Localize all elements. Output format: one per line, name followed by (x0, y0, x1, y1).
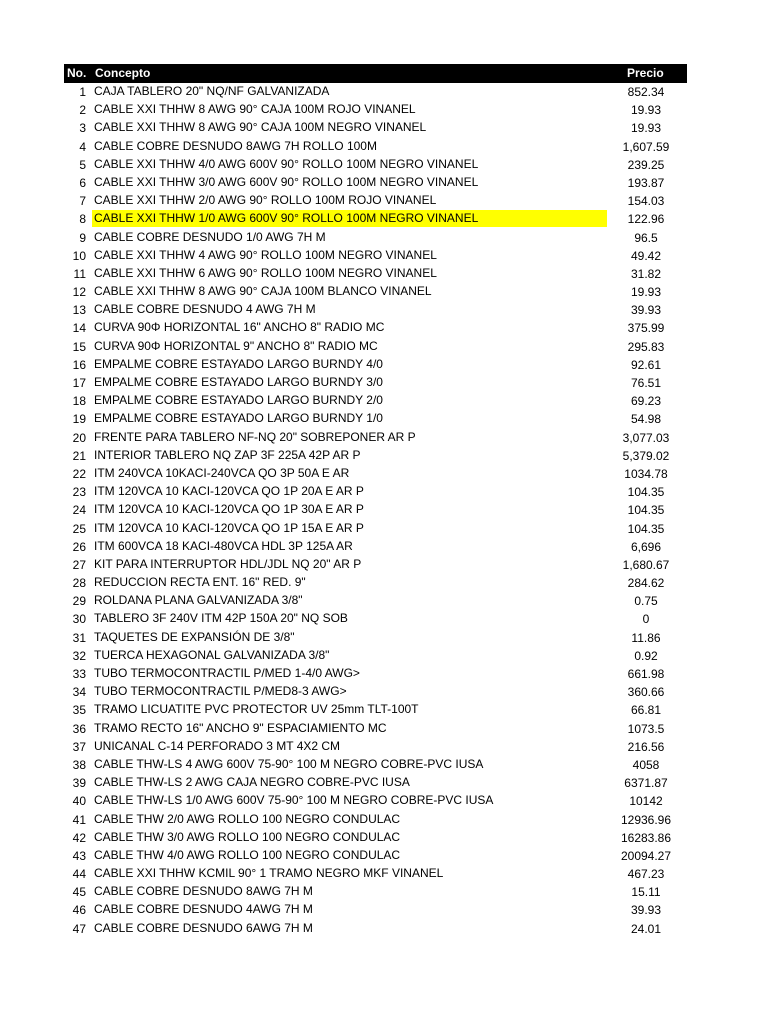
row-number: 27 (72, 557, 86, 572)
row-precio: 76.51 (630, 376, 662, 390)
row-precio: 122.96 (627, 212, 665, 227)
row-number: 5 (79, 157, 86, 172)
row-number: 36 (72, 721, 86, 736)
row-precio: 49.42 (630, 248, 662, 263)
row-number: 39 (72, 776, 86, 791)
row-number: 43 (72, 848, 86, 863)
row-number: 4 (79, 139, 86, 154)
row-concepto: CABLE XXI THHW 1/0 AWG 600V 90° ROLLO 100M NEGRO VINANEL (92, 210, 607, 227)
row-concepto: ITM 120VCA 10 KACI-120VCA QO 1P 15A E AR P (94, 520, 364, 535)
table-row (64, 210, 687, 228)
row-precio: 1073.5 (627, 721, 665, 736)
row-number: 26 (72, 539, 86, 554)
table-row (64, 465, 687, 483)
row-precio: 852.34 (627, 85, 665, 99)
row-precio: 375.99 (627, 321, 665, 336)
row-precio: 39.93 (630, 303, 662, 318)
row-number: 25 (72, 521, 86, 536)
table-row (64, 811, 687, 829)
table-row (64, 483, 687, 501)
table-row (64, 538, 687, 556)
row-concepto: CABLE THW 3/0 AWG ROLLO 100 NEGRO CONDULAC (94, 829, 401, 844)
table-row (64, 665, 687, 683)
table-row (64, 83, 687, 101)
row-concepto: CABLE COBRE DESNUDO 4AWG 7H M (94, 902, 313, 917)
table-row (64, 829, 687, 847)
table-row (64, 847, 687, 865)
row-number: 38 (72, 757, 86, 772)
row-number: 20 (72, 430, 86, 445)
row-number: 7 (79, 194, 86, 209)
table-row (64, 283, 687, 301)
row-number: 3 (79, 121, 86, 136)
row-concepto: INTERIOR TABLERO NQ ZAP 3F 225A 42P AR P (94, 447, 361, 462)
row-precio: 360.66 (627, 685, 665, 700)
row-number: 35 (72, 703, 86, 718)
row-number: 13 (72, 303, 86, 318)
table-row (64, 447, 687, 465)
table-row (64, 265, 687, 283)
table-row (64, 774, 687, 792)
table-row (64, 556, 687, 574)
row-number: 10 (72, 248, 86, 263)
table-row (64, 138, 687, 156)
row-concepto: CABLE COBRE DESNUDO 4 AWG 7H M (94, 302, 316, 317)
row-precio: 3,077.03 (622, 430, 670, 445)
row-concepto: CABLE XXI THHW 8 AWG 90° CAJA 100M ROJO VINANEL (94, 102, 416, 117)
row-number: 33 (72, 667, 86, 681)
row-concepto: CABLE XXI THHW 4/0 AWG 600V 90° ROLLO 100M NEGRO VINANEL (94, 156, 479, 171)
row-precio: 467.23 (627, 867, 665, 882)
row-concepto: TABLERO 3F 240V ITM 42P 150A 20" NQ SOB (94, 611, 348, 626)
row-concepto: CURVA 90Φ HORIZONTAL 9" ANCHO 8" RADIO MC (94, 338, 378, 353)
row-concepto: TUBO TERMOCONTRACTIL P/MED 1-4/0 AWG> (94, 666, 360, 680)
row-concepto: ITM 240VCA 10KACI-240VCA QO 3P 50A E AR (94, 465, 350, 480)
table-row (64, 101, 687, 119)
table-row (64, 501, 687, 519)
table-row (64, 592, 687, 610)
row-precio: 19.93 (630, 285, 662, 300)
row-precio: 19.93 (630, 103, 662, 118)
row-concepto: EMPALME COBRE ESTAYADO LARGO BURNDY 1/0 (94, 411, 383, 426)
row-number: 18 (72, 394, 86, 409)
table-row (64, 920, 687, 938)
row-precio: 69.23 (630, 394, 662, 409)
table-row (64, 756, 687, 774)
row-precio: 295.83 (627, 339, 665, 354)
row-number: 21 (72, 448, 86, 463)
row-number: 17 (72, 376, 86, 390)
table-row (64, 392, 687, 410)
row-precio: 104.35 (627, 485, 665, 500)
row-number: 23 (72, 485, 86, 500)
row-concepto: ITM 120VCA 10 KACI-120VCA QO 1P 20A E AR P (94, 484, 364, 499)
table-row (64, 429, 687, 447)
row-precio: 104.35 (627, 521, 665, 536)
row-concepto: CABLE THW 4/0 AWG ROLLO 100 NEGRO CONDULAC (94, 847, 401, 862)
table-row (64, 865, 687, 883)
row-precio: 0 (642, 612, 650, 627)
row-concepto: ITM 120VCA 10 KACI-120VCA QO 1P 30A E AR P (94, 502, 364, 517)
row-number: 15 (72, 339, 86, 354)
row-number: 32 (72, 648, 86, 663)
row-precio: 19.93 (630, 121, 662, 136)
table-row (64, 610, 687, 628)
row-precio: 154.03 (627, 194, 665, 209)
table-row (64, 720, 687, 738)
row-number: 42 (72, 830, 86, 845)
row-number: 14 (72, 321, 86, 336)
row-concepto: EMPALME COBRE ESTAYADO LARGO BURNDY 3/0 (94, 375, 383, 389)
header-concepto: Concepto (95, 66, 151, 80)
row-concepto: TRAMO LICUATITE PVC PROTECTOR UV 25mm TLT-100T (94, 702, 419, 717)
table-row (64, 683, 687, 701)
table-row (64, 520, 687, 538)
row-precio: 96.5 (634, 230, 658, 245)
row-number: 34 (72, 685, 86, 700)
row-concepto: TRAMO RECTO 16" ANCHO 9" ESPACIAMIENTO MC (94, 720, 387, 735)
row-number: 31 (72, 630, 86, 645)
row-concepto: FRENTE PARA TABLERO NF-NQ 20" SOBREPONER AR P (94, 429, 416, 444)
price-table (64, 64, 687, 938)
row-precio: 12936.96 (620, 812, 672, 827)
row-precio: 6,696 (630, 539, 662, 554)
row-concepto: CABLE XXI THHW 3/0 AWG 600V 90° ROLLO 100M NEGRO VINANEL (94, 174, 479, 189)
row-precio: 92.61 (630, 357, 662, 372)
row-precio: 24.01 (630, 921, 662, 936)
row-number: 16 (72, 357, 86, 372)
row-concepto: CABLE COBRE DESNUDO 8AWG 7H ROLLO 100M (94, 138, 377, 153)
table-row (64, 629, 687, 647)
row-precio: 1,607.59 (622, 139, 670, 154)
row-concepto: TUBO TERMOCONTRACTIL P/MED8-3 AWG> (94, 684, 347, 699)
row-precio: 11.86 (631, 630, 661, 645)
table-row (64, 192, 687, 210)
row-precio: 661.98 (627, 667, 665, 681)
row-number: 28 (72, 576, 86, 591)
row-concepto: CABLE THW 2/0 AWG ROLLO 100 NEGRO CONDULAC (94, 811, 401, 826)
table-row (64, 701, 687, 719)
row-precio: 104.35 (627, 503, 665, 518)
table-row (64, 410, 687, 428)
table-row (64, 301, 687, 319)
table-row (64, 229, 687, 247)
row-concepto: EMPALME COBRE ESTAYADO LARGO BURNDY 2/0 (94, 393, 383, 408)
row-precio: 39.93 (630, 903, 662, 918)
table-row (64, 247, 687, 265)
row-concepto: EMPALME COBRE ESTAYADO LARGO BURNDY 4/0 (94, 356, 383, 371)
row-precio: 15.11 (631, 885, 661, 900)
row-precio: 0.75 (634, 594, 658, 609)
row-precio: 4058 (632, 757, 660, 772)
row-number: 6 (79, 175, 86, 190)
row-concepto: CABLE XXI THHW 6 AWG 90° ROLLO 100M NEGRO VINANEL (94, 265, 437, 280)
row-precio: 54.98 (630, 412, 662, 427)
row-precio: 1,680.67 (622, 557, 670, 572)
table-row (64, 374, 687, 392)
row-number: 24 (72, 503, 86, 518)
row-number: 44 (72, 867, 86, 882)
row-precio: 20094.27 (620, 848, 672, 863)
row-number: 1 (79, 85, 86, 99)
table-row (64, 738, 687, 756)
row-concepto: CABLE XXI THHW KCMIL 90° 1 TRAMO NEGRO MKF VINANEL (94, 866, 444, 881)
row-number: 41 (72, 812, 86, 827)
row-concepto: REDUCCION RECTA ENT. 16" RED. 9" (94, 575, 306, 590)
table-row (64, 901, 687, 919)
row-concepto: CABLE XXI THHW 2/0 AWG 90° ROLLO 100M ROJO VINANEL (94, 193, 437, 208)
row-number: 11 (73, 266, 86, 281)
header-precio: Precio (627, 66, 664, 80)
row-precio: 10142 (629, 794, 663, 809)
row-precio: 16283.86 (620, 830, 672, 845)
row-precio: 31.82 (630, 266, 662, 281)
row-concepto: CABLE THW-LS 4 AWG 600V 75-90° 100 M NEGRO COBRE-PVC IUSA (94, 756, 484, 771)
row-precio: 5,379.02 (622, 448, 670, 463)
row-number: 22 (72, 466, 86, 481)
table-row (64, 119, 687, 137)
row-number: 29 (72, 594, 86, 609)
table-row (64, 156, 687, 174)
table-body (64, 83, 687, 938)
row-number: 9 (79, 230, 86, 245)
row-concepto: TUERCA HEXAGONAL GALVANIZADA 3/8" (94, 647, 330, 662)
table-row (64, 338, 687, 356)
table-row (64, 792, 687, 810)
row-concepto: KIT PARA INTERRUPTOR HDL/JDL NQ 20" AR P (94, 556, 362, 571)
table-row (64, 174, 687, 192)
row-precio: 66.81 (630, 703, 662, 718)
header-no: No. (67, 66, 87, 80)
table-row (64, 319, 687, 337)
row-concepto: CABLE COBRE DESNUDO 1/0 AWG 7H M (94, 229, 326, 244)
row-precio: 1034.78 (624, 466, 668, 481)
row-concepto: TAQUETES DE EXPANSIÓN DE 3/8" (94, 629, 295, 644)
row-concepto: CABLE COBRE DESNUDO 8AWG 7H M (94, 884, 313, 899)
row-number: 30 (72, 612, 86, 627)
row-number: 45 (72, 885, 86, 900)
table-header (64, 64, 687, 83)
row-number: 47 (72, 921, 86, 936)
row-concepto: ROLDANA PLANA GALVANIZADA 3/8" (94, 593, 303, 608)
row-precio: 193.87 (627, 175, 665, 190)
row-concepto: CABLE THW-LS 2 AWG CAJA NEGRO COBRE-PVC IUSA (94, 775, 410, 790)
row-number: 8 (79, 212, 86, 227)
row-number: 2 (79, 103, 86, 118)
row-concepto: ITM 600VCA 18 KACI-480VCA HDL 3P 125A AR (94, 538, 353, 553)
row-precio: 0.92 (634, 648, 658, 663)
table-row (64, 574, 687, 592)
row-concepto: CABLE COBRE DESNUDO 6AWG 7H M (94, 920, 313, 935)
row-concepto: CAJA TABLERO 20" NQ/NF GALVANIZADA (94, 84, 330, 98)
row-concepto: CABLE XXI THHW 8 AWG 90° CAJA 100M NEGRO VINANEL (94, 120, 427, 135)
table-row (64, 883, 687, 901)
row-number: 46 (72, 903, 86, 918)
table-row (64, 356, 687, 374)
row-concepto: CABLE XXI THHW 4 AWG 90° ROLLO 100M NEGRO VINANEL (94, 247, 437, 262)
row-concepto: UNICANAL C-14 PERFORADO 3 MT 4X2 CM (94, 738, 341, 753)
row-precio: 6371.87 (624, 776, 668, 791)
row-concepto: CABLE THW-LS 1/0 AWG 600V 75-90° 100 M NEGRO COBRE-PVC IUSA (94, 793, 494, 808)
row-concepto: CABLE XXI THHW 8 AWG 90° CAJA 100M BLANCO VINANEL (94, 284, 432, 299)
row-number: 12 (72, 285, 86, 300)
row-number: 37 (72, 739, 86, 754)
row-number: 40 (72, 794, 86, 809)
row-precio: 239.25 (627, 157, 665, 172)
row-precio: 284.62 (627, 576, 665, 591)
row-concepto: CURVA 90Φ HORIZONTAL 16" ANCHO 8" RADIO MC (94, 320, 385, 335)
row-number: 19 (72, 412, 86, 427)
table-row (64, 647, 687, 665)
row-precio: 216.56 (627, 739, 665, 754)
